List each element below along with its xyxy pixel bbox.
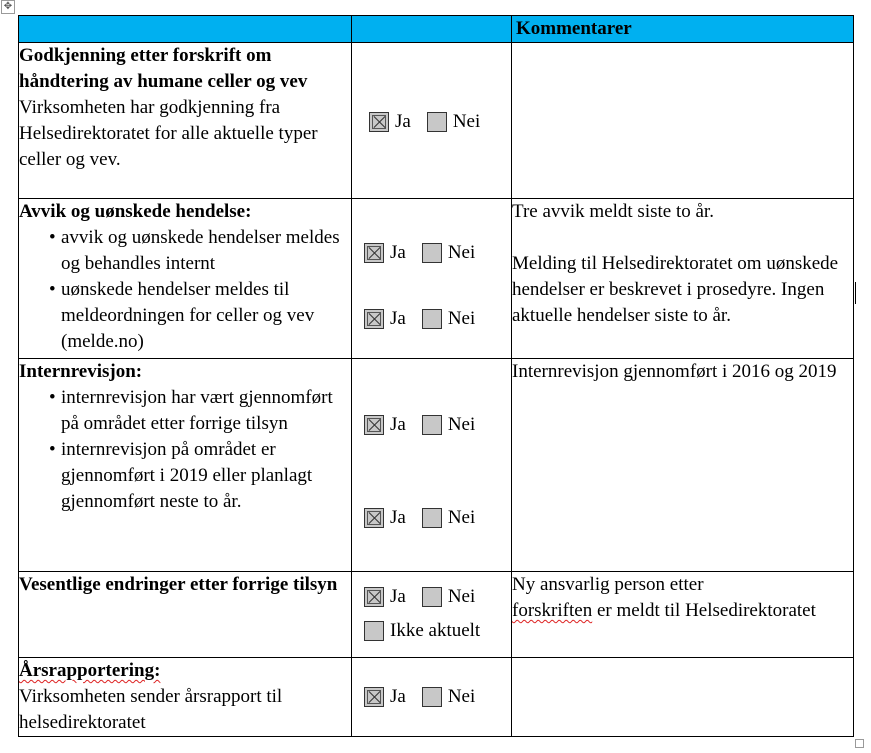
comment-spacer bbox=[512, 225, 853, 251]
requirement-cell bbox=[19, 199, 352, 359]
row-title-text: Årsrapportering: bbox=[19, 660, 161, 681]
nei-label: Nei bbox=[447, 414, 476, 435]
ikke-aktuelt-checkbox[interactable] bbox=[364, 621, 384, 641]
answer-group bbox=[364, 620, 480, 642]
nei-label: Nei bbox=[447, 686, 476, 707]
answer-cell bbox=[352, 359, 512, 572]
requirement-cell bbox=[19, 43, 352, 199]
ja-label: Ja bbox=[390, 242, 406, 263]
ja-label: Ja bbox=[390, 308, 406, 329]
answer-group bbox=[364, 308, 475, 330]
ja-label: Ja bbox=[390, 686, 406, 707]
answer-group bbox=[364, 242, 475, 264]
comment-cell[interactable] bbox=[512, 658, 854, 737]
requirement-cell bbox=[19, 359, 352, 572]
bullet-list bbox=[19, 385, 351, 515]
table-row bbox=[19, 658, 854, 737]
row-title: Godkjenning etter forskrift om håndtering av humane celler og vev bbox=[19, 45, 308, 92]
ja-checkbox[interactable] bbox=[364, 415, 384, 435]
row-title: Avvik og uønskede hendelse: bbox=[19, 201, 252, 222]
ja-checkbox[interactable] bbox=[364, 687, 384, 707]
header-cell-2 bbox=[352, 16, 512, 43]
comment-cell[interactable] bbox=[512, 43, 854, 199]
row-description: Virksomheten har godkjenning fra Helsedirektoratet for alle aktuelle typer celler og vev. bbox=[19, 97, 318, 170]
row-title: Vesentlige endringer etter forrige tilsyn bbox=[19, 574, 338, 595]
table-move-handle-icon[interactable]: ✥ bbox=[1, 0, 15, 14]
table-header-row bbox=[19, 16, 854, 43]
nei-label: Nei bbox=[447, 586, 476, 607]
nei-checkbox[interactable] bbox=[422, 415, 442, 435]
answer-cell bbox=[352, 658, 512, 737]
answer-group bbox=[369, 111, 480, 133]
comment-line bbox=[512, 598, 853, 624]
comment-paragraph: Melding til Helsedirektoratet om uønskede hendelser er beskrevet i prosedyre. Ingen aktuelle hendelser siste to år. bbox=[512, 253, 839, 326]
requirement-cell bbox=[19, 572, 352, 658]
header-cell-comments bbox=[512, 16, 854, 43]
comment-cell[interactable]: Internrevisjon gjennomført i 2016 og 2019 bbox=[512, 359, 854, 572]
comment-paragraph: Tre avvik meldt siste to år. bbox=[512, 201, 714, 222]
row-title bbox=[19, 658, 351, 684]
table-row bbox=[19, 572, 854, 658]
spellcheck-word: forskriften bbox=[512, 600, 593, 621]
text-cursor bbox=[855, 282, 856, 304]
list-item: • uønskede hendelser meldes til meldeordningen for celler og vev (melde.no) bbox=[19, 277, 351, 355]
list-item: • internrevisjon på området er gjennomført i 2019 eller planlagt gjennomført neste to år. bbox=[19, 437, 351, 515]
row-title: Internrevisjon: bbox=[19, 361, 143, 382]
nei-checkbox[interactable] bbox=[422, 508, 442, 528]
bullet-list bbox=[19, 225, 351, 355]
ja-label: Ja bbox=[395, 111, 411, 132]
table-resize-handle-icon[interactable] bbox=[855, 739, 864, 748]
ikke-aktuelt-label: Ikke aktuelt bbox=[390, 620, 481, 641]
row-description: Virksomheten sender årsrapport til helsedirektoratet bbox=[19, 686, 283, 733]
answer-group bbox=[364, 586, 475, 608]
ja-checkbox[interactable] bbox=[369, 112, 389, 132]
ja-label: Ja bbox=[390, 414, 406, 435]
comment-cell[interactable] bbox=[512, 572, 854, 658]
ja-checkbox[interactable] bbox=[364, 587, 384, 607]
ja-checkbox[interactable] bbox=[364, 309, 384, 329]
nei-label: Nei bbox=[447, 308, 476, 329]
list-item: • internrevisjon har vært gjennomført på området etter forrige tilsyn bbox=[19, 385, 351, 437]
answer-cell bbox=[352, 43, 512, 199]
nei-checkbox[interactable] bbox=[422, 687, 442, 707]
answer-group bbox=[364, 414, 475, 436]
answer-group bbox=[364, 686, 475, 708]
nei-checkbox[interactable] bbox=[427, 112, 447, 132]
ja-checkbox[interactable] bbox=[364, 508, 384, 528]
answer-cell bbox=[352, 572, 512, 658]
table-row bbox=[19, 359, 854, 572]
comment-text: er meldt til Helsedirektoratet bbox=[596, 600, 816, 621]
inspection-table bbox=[18, 15, 854, 737]
nei-checkbox[interactable] bbox=[422, 309, 442, 329]
nei-label: Nei bbox=[447, 242, 476, 263]
answer-group bbox=[364, 507, 475, 529]
requirement-cell bbox=[19, 658, 352, 737]
nei-label: Nei bbox=[452, 111, 481, 132]
table-row bbox=[19, 43, 854, 199]
table-row bbox=[19, 199, 854, 359]
ja-label: Ja bbox=[390, 586, 406, 607]
ja-checkbox[interactable] bbox=[364, 243, 384, 263]
comment-line: Ny ansvarlig person etter bbox=[512, 574, 704, 595]
list-item: • avvik og uønskede hendelser meldes og behandles internt bbox=[19, 225, 351, 277]
nei-checkbox[interactable] bbox=[422, 587, 442, 607]
comments-heading: Kommentarer bbox=[516, 18, 632, 39]
ja-label: Ja bbox=[390, 507, 406, 528]
header-cell-1 bbox=[19, 16, 352, 43]
nei-label: Nei bbox=[447, 507, 476, 528]
comment-cell[interactable] bbox=[512, 199, 854, 359]
answer-cell bbox=[352, 199, 512, 359]
nei-checkbox[interactable] bbox=[422, 243, 442, 263]
